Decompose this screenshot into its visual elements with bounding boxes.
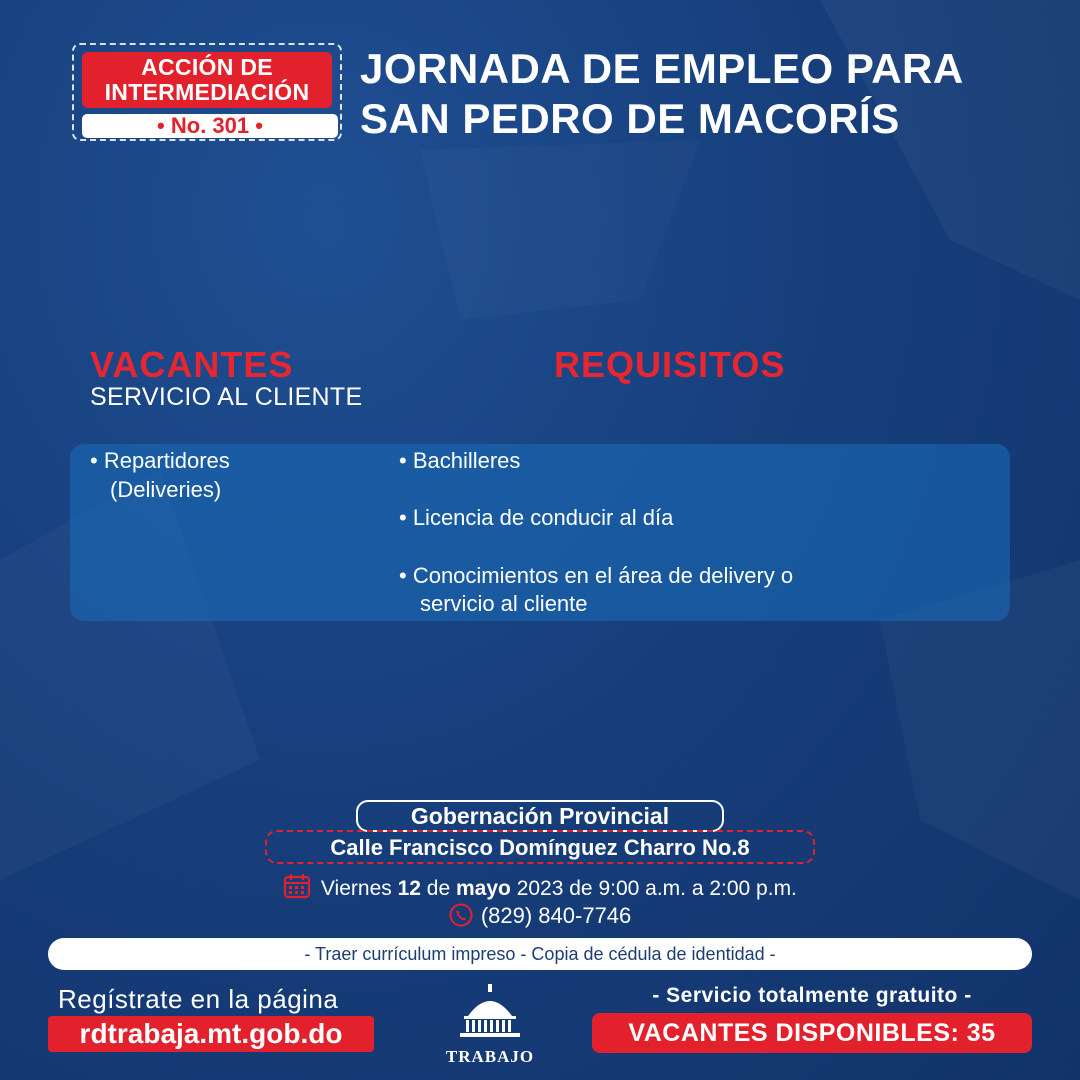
location-place: Gobernación Provincial — [356, 800, 724, 832]
badge-line-2: INTERMEDIACIÓN — [104, 79, 310, 105]
badge-line-1: ACCIÓN DE — [141, 54, 273, 80]
phone-line — [0, 903, 1080, 931]
requirement-item: • Bachilleres — [399, 448, 521, 473]
badge-number: • No. 301 • — [82, 114, 338, 138]
free-service-label: - Servicio totalmente gratuito - — [652, 984, 972, 1007]
phone-icon — [449, 903, 473, 927]
calendar-icon — [283, 873, 311, 899]
schedule-day: Viernes — [320, 877, 392, 900]
vacantes-heading: VACANTES — [90, 344, 294, 385]
schedule-date: 12 — [397, 877, 421, 900]
phone-number: (829) 840-7746 — [480, 903, 632, 928]
vacancies-available: VACANTES DISPONIBLES: 35 — [592, 1013, 1032, 1053]
vacantes-subheading: SERVICIO AL CLIENTE — [90, 383, 363, 411]
page-title — [360, 44, 1060, 144]
requisitos-heading: REQUISITOS — [554, 344, 786, 385]
trabajo-logo — [440, 982, 540, 1066]
schedule-month: mayo — [456, 877, 511, 900]
schedule-de: de — [426, 877, 451, 900]
badge-title — [82, 52, 332, 108]
requirement-item: • Licencia de conducir al día — [399, 505, 674, 530]
requirements-strip: - Traer currículum impreso - Copia de cédula de identidad - — [48, 938, 1032, 970]
register-label: Regístrate en la página — [58, 984, 339, 1014]
vacancy-item: • Repartidores — [90, 448, 230, 473]
location-address: Calle Francisco Domínguez Charro No.8 — [265, 830, 815, 864]
schedule-line — [0, 873, 1080, 901]
schedule-time: 2023 de 9:00 a.m. a 2:00 p.m. — [516, 877, 797, 900]
register-url[interactable]: rdtrabaja.mt.gob.do — [48, 1016, 374, 1052]
government-dome-icon — [440, 982, 540, 1040]
vacancy-item-detail: (Deliveries) — [110, 477, 222, 502]
title-line-2: SAN PEDRO DE MACORÍS — [360, 95, 900, 142]
title-line-1: JORNADA DE EMPLEO PARA — [360, 45, 964, 92]
requirement-item-continued: servicio al cliente — [420, 591, 588, 616]
requirement-item: • Conocimientos en el área de delivery o — [399, 563, 794, 588]
logo-text: TRABAJO — [445, 1047, 535, 1066]
action-badge — [72, 43, 342, 141]
